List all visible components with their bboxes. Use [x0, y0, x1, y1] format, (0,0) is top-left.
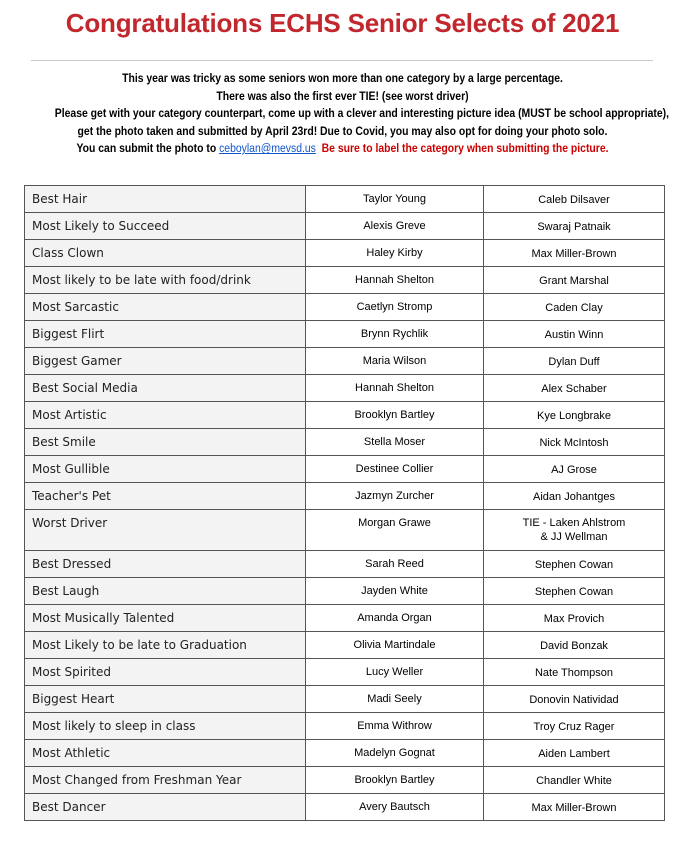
- senior-1-cell: Alexis Greve: [306, 213, 484, 240]
- category-cell: Best Dancer: [25, 794, 306, 821]
- senior-1-cell: Brooklyn Bartley: [306, 402, 484, 429]
- senior-2-cell: David Bonzak: [484, 632, 665, 659]
- senior-2-cell: Chandler White: [484, 767, 665, 794]
- senior-2-cell: Aiden Lambert: [484, 740, 665, 767]
- label-instruction: Be sure to label the category when submitting the picture.: [321, 141, 609, 156]
- table-row: [25, 659, 665, 686]
- intro-line-2: There was also the first ever TIE! (see worst driver): [216, 88, 469, 103]
- category-cell: Biggest Flirt: [25, 321, 306, 348]
- intro-line-3: Please get with your category counterpart, come up with a clever and interesting picture idea (MUST be school appropriate),: [54, 106, 670, 121]
- table-row: [25, 402, 665, 429]
- senior-2-cell: Aidan Johantges: [484, 483, 665, 510]
- category-cell: Most Likely to be late to Graduation: [25, 632, 306, 659]
- category-cell: Teacher's Pet: [25, 483, 306, 510]
- table-row: [25, 632, 665, 659]
- table-row: [25, 794, 665, 821]
- category-cell: Most likely to sleep in class: [25, 713, 306, 740]
- awards-table-body: [25, 186, 665, 821]
- category-cell: Best Laugh: [25, 578, 306, 605]
- tie-line-2: & JJ Wellman: [540, 531, 608, 543]
- senior-1-cell: Brynn Rychlik: [306, 321, 484, 348]
- intro-text: [54, 70, 670, 158]
- senior-2-cell: Nate Thompson: [484, 659, 665, 686]
- senior-2-cell: Caleb Dilsaver: [484, 186, 665, 213]
- senior-1-cell: Stella Moser: [306, 429, 484, 456]
- senior-1-cell: Sarah Reed: [306, 551, 484, 578]
- table-row: [25, 740, 665, 767]
- table-row: [25, 510, 665, 551]
- senior-1-cell: Maria Wilson: [306, 348, 484, 375]
- senior-1-cell: Olivia Martindale: [306, 632, 484, 659]
- senior-1-cell: Jayden White: [306, 578, 484, 605]
- senior-1-cell: Caetlyn Stromp: [306, 294, 484, 321]
- senior-2-cell: [484, 510, 665, 551]
- intro-line-5-prefix: You can submit the photo to: [76, 141, 220, 156]
- senior-2-cell: Nick McIntosh: [484, 429, 665, 456]
- senior-2-cell: Dylan Duff: [484, 348, 665, 375]
- senior-1-cell: Brooklyn Bartley: [306, 767, 484, 794]
- tie-line-1: TIE - Laken Ahlstrom: [522, 517, 626, 529]
- intro-line-1: This year was tricky as some seniors won more than one category by a large percentage.: [122, 71, 563, 85]
- table-row: [25, 321, 665, 348]
- table-row: [25, 348, 665, 375]
- intro-line-5: [55, 140, 630, 158]
- table-row: [25, 713, 665, 740]
- senior-1-cell: Lucy Weller: [306, 659, 484, 686]
- senior-2-cell: AJ Grose: [484, 456, 665, 483]
- senior-1-cell: Destinee Collier: [306, 456, 484, 483]
- senior-1-cell: Madi Seely: [306, 686, 484, 713]
- table-row: [25, 578, 665, 605]
- category-cell: Most Likely to Succeed: [25, 213, 306, 240]
- category-cell: Worst Driver: [25, 510, 306, 551]
- category-cell: Most Musically Talented: [25, 605, 306, 632]
- category-cell: Most Athletic: [25, 740, 306, 767]
- table-row: [25, 551, 665, 578]
- category-cell: Biggest Gamer: [25, 348, 306, 375]
- category-cell: Most Artistic: [25, 402, 306, 429]
- category-cell: Most Sarcastic: [25, 294, 306, 321]
- category-cell: Most Spirited: [25, 659, 306, 686]
- category-cell: Most likely to be late with food/drink: [25, 267, 306, 294]
- email-link[interactable]: ceboylan@mevsd.us: [219, 141, 316, 156]
- senior-2-cell: Stephen Cowan: [484, 551, 665, 578]
- table-row: [25, 213, 665, 240]
- table-row: [25, 686, 665, 713]
- senior-1-cell: Taylor Young: [306, 186, 484, 213]
- table-row: [25, 294, 665, 321]
- category-cell: Best Dressed: [25, 551, 306, 578]
- category-cell: Best Smile: [25, 429, 306, 456]
- senior-2-cell: Swaraj Patnaik: [484, 213, 665, 240]
- senior-1-cell: Jazmyn Zurcher: [306, 483, 484, 510]
- category-cell: Biggest Heart: [25, 686, 306, 713]
- table-row: [25, 186, 665, 213]
- category-cell: Class Clown: [25, 240, 306, 267]
- table-row: [25, 767, 665, 794]
- table-row: [25, 240, 665, 267]
- senior-2-cell: Kye Longbrake: [484, 402, 665, 429]
- table-row: [25, 375, 665, 402]
- intro-line-4: get the photo taken and submitted by April 23rd! Due to Covid, you may also opt for doing your photo solo.: [77, 123, 608, 138]
- senior-2-cell: Max Miller-Brown: [484, 240, 665, 267]
- awards-table: [24, 185, 665, 821]
- senior-2-cell: Alex Schaber: [484, 375, 665, 402]
- category-cell: Best Hair: [25, 186, 306, 213]
- senior-1-cell: Hannah Shelton: [306, 267, 484, 294]
- senior-2-cell: Caden Clay: [484, 294, 665, 321]
- senior-1-cell: Haley Kirby: [306, 240, 484, 267]
- senior-2-cell: Grant Marshal: [484, 267, 665, 294]
- category-cell: Best Social Media: [25, 375, 306, 402]
- senior-2-cell: Max Miller-Brown: [484, 794, 665, 821]
- category-cell: Most Changed from Freshman Year: [25, 767, 306, 794]
- senior-2-cell: Max Provich: [484, 605, 665, 632]
- table-row: [25, 483, 665, 510]
- page-title: Congratulations ECHS Senior Selects of 2021: [65, 8, 620, 38]
- senior-2-cell: Donovin Natividad: [484, 686, 665, 713]
- senior-1-cell: Morgan Grawe: [306, 510, 484, 551]
- table-row: [25, 605, 665, 632]
- table-row: [25, 456, 665, 483]
- divider: [31, 60, 653, 61]
- category-cell: Most Gullible: [25, 456, 306, 483]
- senior-2-cell: Austin Winn: [484, 321, 665, 348]
- senior-1-cell: Emma Withrow: [306, 713, 484, 740]
- senior-2-cell: Troy Cruz Rager: [484, 713, 665, 740]
- table-row: [25, 429, 665, 456]
- senior-1-cell: Amanda Organ: [306, 605, 484, 632]
- table-row: [25, 267, 665, 294]
- senior-2-cell: Stephen Cowan: [484, 578, 665, 605]
- senior-1-cell: Avery Bautsch: [306, 794, 484, 821]
- senior-1-cell: Hannah Shelton: [306, 375, 484, 402]
- senior-1-cell: Madelyn Gognat: [306, 740, 484, 767]
